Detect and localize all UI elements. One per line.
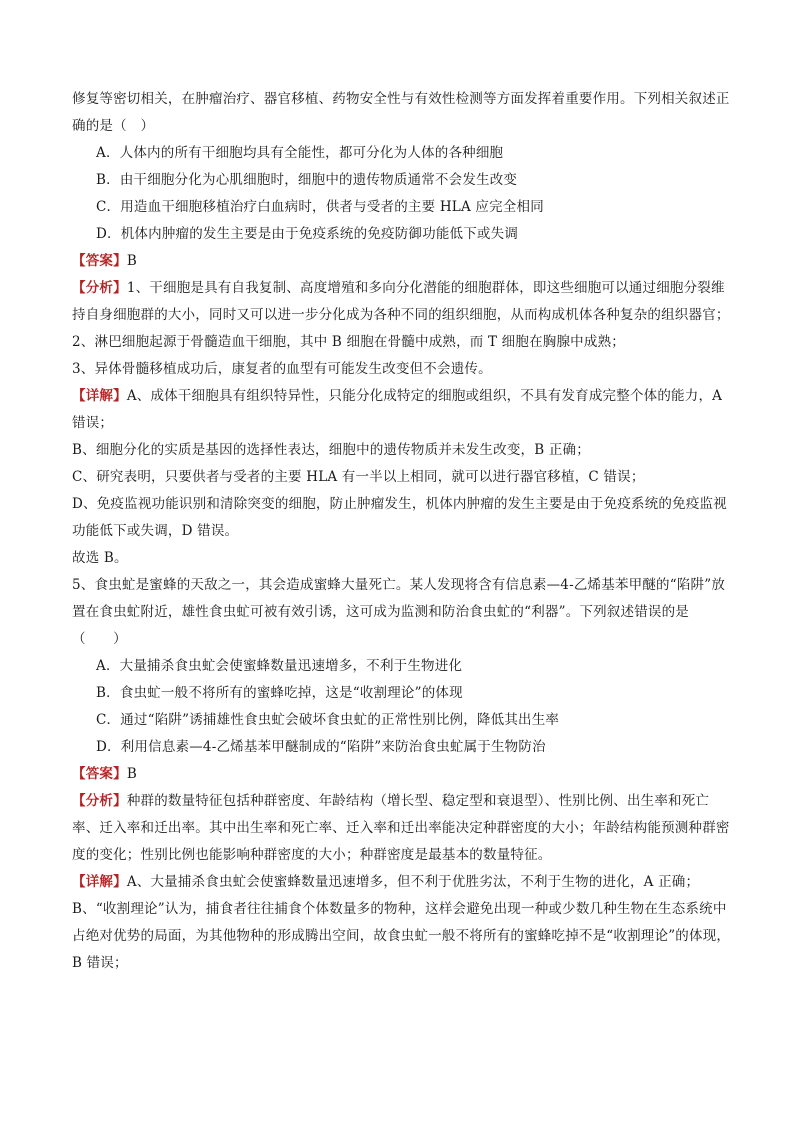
q4-conclusion: 故选 B。 — [72, 550, 128, 566]
q4-stem-continuation: 修复等密切相关，在肿瘤治疗、器官移植、药物安全性与有效性检测等方面发挥着重要作用。下列相关叙述正确的是（ ） — [72, 91, 730, 134]
q4-analysis-3: 3、异体骨髓移植成功后，康复者的血型有可能发生改变但不会遗传。 — [72, 361, 492, 377]
q5-option-a: A．大量捕杀食虫虻会使蜜蜂数量迅速增多，不利于生物进化 — [96, 658, 463, 674]
answer-value: B — [126, 766, 137, 782]
q4-option-c: C．用造血干细胞移植治疗白血病时，供者与受者的主要 HLA 应完全相同 — [96, 199, 544, 215]
analysis-tag: 【分析】 — [72, 793, 127, 809]
q5-option-d: D．利用信息素—4-乙烯基苯甲醚制成的“陷阱”来防治食虫虻属于生物防治 — [96, 739, 546, 755]
analysis-text: 1、干细胞是具有自我复制、高度增殖和多向分化潜能的细胞群体，即这些细胞可以通过细胞分裂维持自身细胞群的大小，同时又可以进一步分化成为各种不同的组织细胞，从而构成机体各种复杂的组织器官； — [72, 280, 730, 323]
q5-stem: 5、食虫虻是蜜蜂的天敌之一，其会造成蜜蜂大量死亡。某人发现将含有信息素—4-乙烯基苯甲醚的“陷阱”放置在食虫虻附近，雄性食虫虻可被有效引诱，这可成为监测和防治食虫虻的“利器”。下列叙述错误的是（ ） — [72, 577, 726, 647]
q5-answer — [72, 761, 736, 788]
q5-detail-b: B、“收割理论”认为，捕食者往往捕食个体数量多的物种，这样会避免出现一种或少数几种生物在生态系统中占绝对优势的局面，为其他物种的形成腾出空间，故食虫虻一般不将所有的蜜蜂吃掉不是“收割理论”的体现，B 错误； — [72, 901, 731, 971]
q4-analysis-2: 2、淋巴细胞起源于骨髓造血干细胞，其中 B 细胞在骨髓中成熟，而 T 细胞在胸腺中成熟； — [72, 334, 625, 350]
q5-option-c: C．通过“陷阱”诱捕雄性食虫虻会破坏食虫虻的正常性别比例，降低其出生率 — [96, 712, 560, 728]
detail-text: A、成体干细胞具有组织特异性，只能分化成特定的细胞或组织，不具有发育成完整个体的能力，A 错误； — [72, 388, 723, 431]
q4-option-b: B．由干细胞分化为心肌细胞时，细胞中的遗传物质通常不会发生改变 — [96, 172, 518, 188]
detail-text: A、大量捕杀食虫虻会使蜜蜂数量迅速增多，但不利于优胜劣汰，不利于生物的进化，A 正确； — [126, 874, 700, 890]
q4-analysis-1 — [72, 275, 736, 329]
answer-value: B — [126, 253, 137, 269]
detail-tag: 【详解】 — [72, 874, 127, 890]
answer-tag: 【答案】 — [72, 253, 127, 269]
q4-detail-d: D、免疫监视功能识别和清除突变的细胞，防止肿瘤发生，机体内肿瘤的发生主要是由于免疫系统的免疫监视功能低下或失调，D 错误。 — [72, 496, 727, 539]
q4-option-a: A．人体内的所有干细胞均具有全能性，都可分化为人体的各种细胞 — [96, 145, 504, 161]
q4-answer — [72, 248, 736, 275]
q5-analysis — [72, 788, 736, 869]
detail-tag: 【详解】 — [72, 388, 127, 404]
q4-option-d: D．机体内肿瘤的发生主要是由于免疫系统的免疫防御功能低下或失调 — [96, 226, 519, 242]
q5-detail-a — [72, 869, 736, 896]
q4-detail-b: B、细胞分化的实质是基因的选择性表达，细胞中的遗传物质并未发生改变，B 正确； — [72, 442, 590, 458]
analysis-tag: 【分析】 — [72, 280, 127, 296]
q4-detail-a — [72, 383, 736, 437]
answer-tag: 【答案】 — [72, 766, 127, 782]
analysis-text: 种群的数量特征包括种群密度、年龄结构（增长型、稳定型和衰退型）、性别比例、出生率和死亡率、迁入率和迁出率。其中出生率和死亡率、迁入率和迁出率能决定种群密度的大小；年龄结构能预测种群密度的变化；性别比例也能影响种群密度的大小；种群密度是最基本的数量特征。 — [72, 793, 730, 863]
q5-option-b: B．食虫虻一般不将所有的蜜蜂吃掉，这是“收割理论”的体现 — [96, 685, 463, 701]
q4-detail-c: C、研究表明，只要供者与受者的主要 HLA 有一半以上相同，就可以进行器官移植，C 错误； — [72, 469, 645, 485]
